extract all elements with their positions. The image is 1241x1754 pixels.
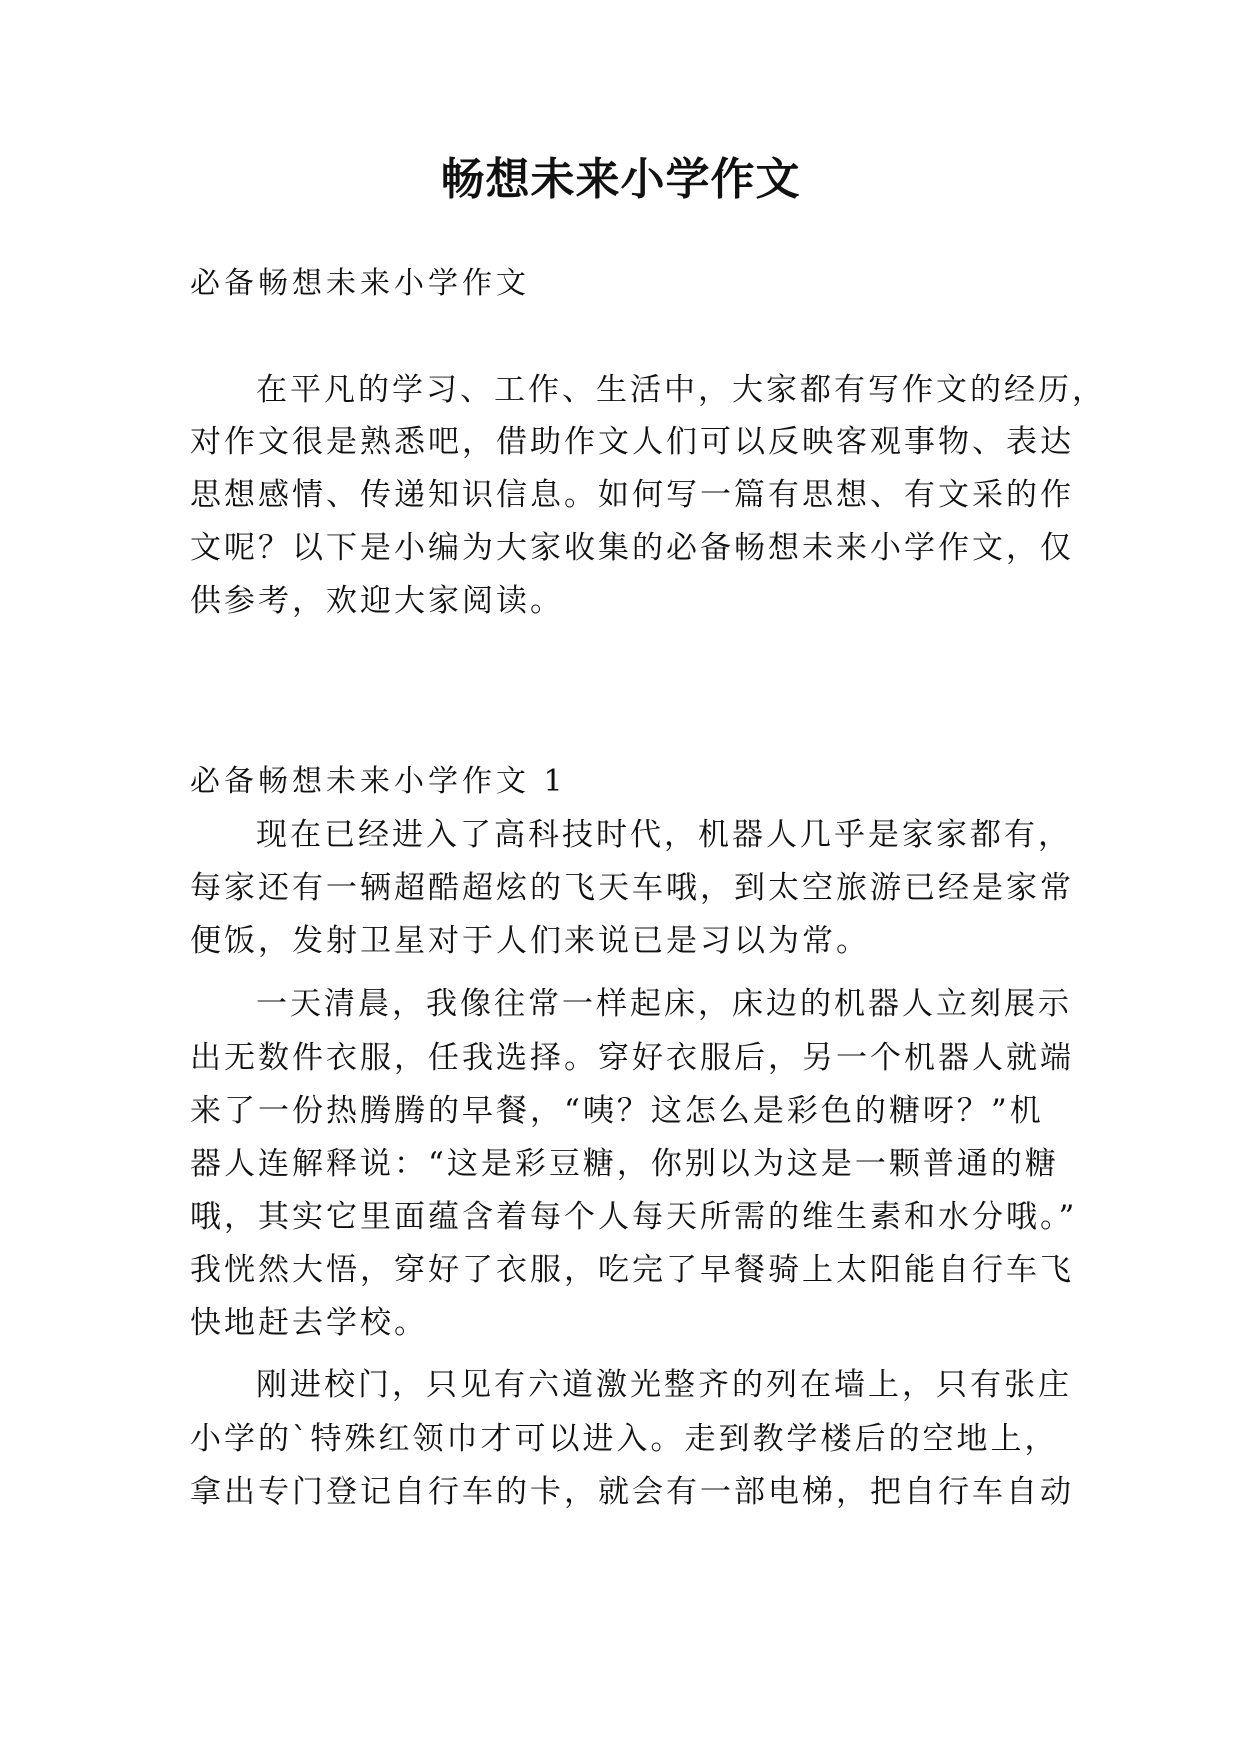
document-subtitle: 必备畅想未来小学作文 [190, 266, 530, 301]
body-line: 每家还有一辆超酷超炫的飞天车哦，到太空旅游已经是家常 [190, 870, 1074, 906]
body-line: 一天清晨，我像往常一样起床，床边的机器人立刻展示 [256, 986, 1072, 1022]
intro-line: 在平凡的学习、工作、生活中，大家都有写作文的经历， [256, 372, 1106, 408]
intro-line: 供参考，欢迎大家阅读。 [190, 583, 564, 619]
body-line: 来了一份热腾腾的早餐，“咦？这怎么是彩色的糖呀？”机 [190, 1093, 1044, 1129]
body-line: 刚进校门，只见有六道激光整齐的列在墙上，只有张庄 [256, 1367, 1072, 1403]
intro-line: 文呢？以下是小编为大家收集的必备畅想未来小学作文，仅 [190, 530, 1074, 566]
body-line: 我恍然大悟，穿好了衣服，吃完了早餐骑上太阳能自行车飞 [190, 1252, 1074, 1288]
body-line: 现在已经进入了高科技时代，机器人几乎是家家都有， [256, 817, 1072, 853]
intro-line: 思想感情、传递知识信息。如何写一篇有思想、有文采的作 [190, 477, 1074, 513]
body-line: 出无数件衣服，任我选择。穿好衣服后，另一个机器人就端 [190, 1040, 1074, 1076]
body-line: 便饭，发射卫星对于人们来说已是习以为常。 [190, 923, 870, 959]
body-line: 快地赶去学校。 [190, 1305, 428, 1341]
body-line: 小学的`特殊红领巾才可以进入。走到教学楼后的空地上， [190, 1421, 1059, 1457]
body-line: 哦，其实它里面蕴含着每个人每天所需的维生素和水分哦。” [190, 1199, 1078, 1235]
document-title: 畅想未来小学作文 [440, 154, 801, 205]
body-line: 拿出专门登记自行车的卡，就会有一部电梯，把自行车自动 [190, 1474, 1074, 1510]
section-heading: 必备畅想未来小学作文 1 [190, 764, 567, 799]
intro-line: 对作文很是熟悉吧，借助作文人们可以反映客观事物、表达 [190, 424, 1074, 460]
body-line: 器人连解释说：“这是彩豆糖，你别以为这是一颗普通的糖 [190, 1146, 1059, 1182]
